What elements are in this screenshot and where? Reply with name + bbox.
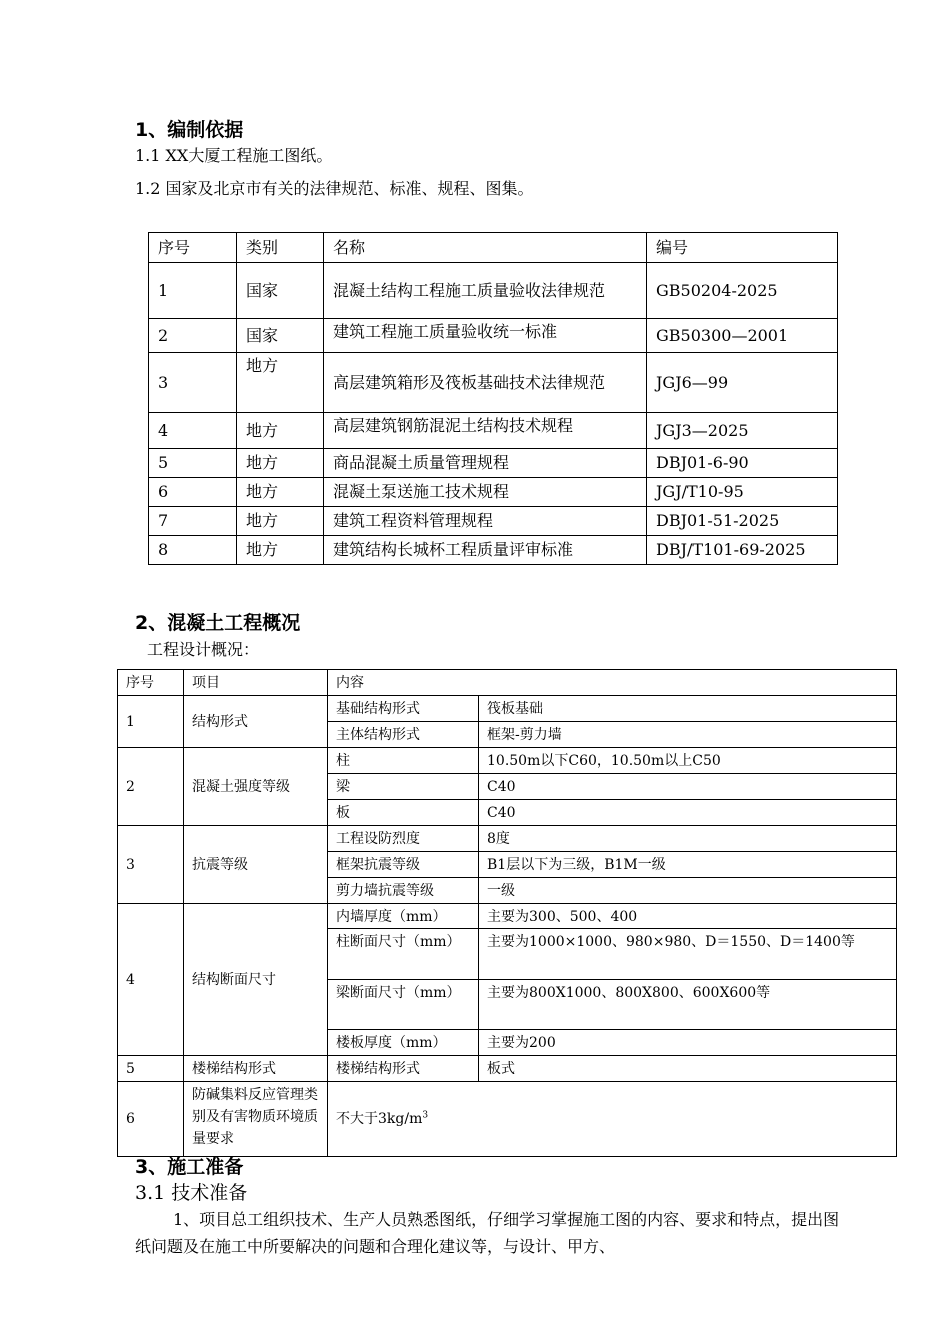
- cell: 结构断面尺寸: [184, 904, 328, 1056]
- table-row: [149, 478, 838, 507]
- cell: 建筑工程资料管理规程: [324, 507, 647, 536]
- unit-superscript: 3: [422, 1110, 429, 1121]
- cell: DBJ/T101-69-2025: [647, 536, 838, 565]
- header-cell: 项目: [184, 670, 328, 696]
- cell: 框架抗震等级: [328, 852, 479, 878]
- cell: 地方: [237, 353, 324, 413]
- cell: 地方: [237, 413, 324, 449]
- cell: 4: [149, 413, 237, 449]
- cell: 梁断面尺寸（mm）: [328, 980, 479, 1030]
- table-row: [149, 507, 838, 536]
- cell: 柱断面尺寸（mm）: [328, 929, 479, 980]
- cell: 地方: [237, 449, 324, 478]
- cell: 2: [149, 319, 237, 353]
- cell: C40: [479, 800, 897, 826]
- table-header-row: [118, 670, 897, 696]
- table-row: [118, 1056, 897, 1082]
- table-row: [149, 319, 838, 353]
- section-2-title: 2、混凝土工程概况: [135, 612, 301, 634]
- cell: 2: [118, 748, 184, 826]
- cell: 板式: [479, 1056, 897, 1082]
- cell: 10.50m以下C60，10.50m以上C50: [479, 748, 897, 774]
- cell: 建筑工程施工质量验收统一标准: [324, 319, 647, 353]
- header-cell: 类别: [237, 233, 324, 263]
- cell: JGJ3—2025: [647, 413, 838, 449]
- cell: 框架-剪力墙: [479, 722, 897, 748]
- cell: 高层建筑钢筋混泥土结构技术规程: [324, 413, 647, 449]
- cell: 混凝土结构工程施工质量验收法律规范: [324, 263, 647, 319]
- cell: 主要为800X1000、800X800、600X600等: [479, 980, 897, 1030]
- table-header-row: [149, 233, 838, 263]
- cell: DBJ01-6-90: [647, 449, 838, 478]
- cell: GB50300—2001: [647, 319, 838, 353]
- cell: 抗震等级: [184, 826, 328, 904]
- cell: 5: [149, 449, 237, 478]
- cell: 柱: [328, 748, 479, 774]
- header-cell: 序号: [149, 233, 237, 263]
- cell: 地方: [237, 507, 324, 536]
- cell: 5: [118, 1056, 184, 1082]
- table-row: [149, 263, 838, 319]
- cell: 工程设防烈度: [328, 826, 479, 852]
- cell: 剪力墙抗震等级: [328, 878, 479, 904]
- cell: B1层以下为三级，B1M一级: [479, 852, 897, 878]
- cell: 7: [149, 507, 237, 536]
- cell: 主要为200: [479, 1030, 897, 1056]
- cell: 地方: [237, 536, 324, 565]
- section-1-title: 1、编制依据: [135, 119, 244, 141]
- cell: 3: [118, 826, 184, 904]
- cell: [328, 1082, 897, 1157]
- section-2-subtitle: 工程设计概况：: [147, 640, 260, 659]
- item-1-2: 1.2 国家及北京市有关的法律规范、标准、规程、图集。: [135, 179, 534, 198]
- cell: 6: [118, 1082, 184, 1157]
- table-row: [118, 904, 897, 929]
- cell: JGJ/T10-95: [647, 478, 838, 507]
- table-row: [149, 413, 838, 449]
- cell: 地方: [237, 478, 324, 507]
- cell: 3: [149, 353, 237, 413]
- header-cell: 内容: [328, 670, 897, 696]
- cell: 梁: [328, 774, 479, 800]
- cell: 商品混凝土质量管理规程: [324, 449, 647, 478]
- cell: 国家: [237, 263, 324, 319]
- header-cell: 编号: [647, 233, 838, 263]
- table-row: [118, 1082, 897, 1157]
- standards-table: [148, 232, 838, 565]
- cell: 8: [149, 536, 237, 565]
- limit-value: 不大于3kg/m: [336, 1111, 423, 1127]
- cell: C40: [479, 774, 897, 800]
- table-row: [118, 696, 897, 722]
- table-row: [149, 353, 838, 413]
- header-cell: 名称: [324, 233, 647, 263]
- cell: JGJ6—99: [647, 353, 838, 413]
- cell: DBJ01-51-2025: [647, 507, 838, 536]
- cell: 结构形式: [184, 696, 328, 748]
- cell: 防碱集料反应管理类别及有害物质环境质量要求: [184, 1082, 328, 1157]
- header-cell: 序号: [118, 670, 184, 696]
- cell: 6: [149, 478, 237, 507]
- cell: 内墙厚度（mm）: [328, 904, 479, 929]
- paragraph: 1、项目总工组织技术、生产人员熟悉图纸，仔细学习掌握施工图的内容、要求和特点，提出图纸问题及在施工中所要解决的问题和合理化建议等，与设计、甲方、: [135, 1210, 840, 1256]
- cell: 主体结构形式: [328, 722, 479, 748]
- design-overview-table: [117, 669, 897, 1157]
- cell: 高层建筑箱形及筏板基础技术法律规范: [324, 353, 647, 413]
- cell: 4: [118, 904, 184, 1056]
- cell: 楼梯结构形式: [328, 1056, 479, 1082]
- section-3-title: 3、施工准备: [135, 1156, 244, 1178]
- cell: 板: [328, 800, 479, 826]
- cell: 8度: [479, 826, 897, 852]
- cell: 主要为300、500、400: [479, 904, 897, 929]
- table-row: [118, 748, 897, 774]
- cell: 一级: [479, 878, 897, 904]
- cell: 楼梯结构形式: [184, 1056, 328, 1082]
- item-1-1: 1.1 XX大厦工程施工图纸。: [135, 146, 333, 165]
- table-row: [149, 449, 838, 478]
- section-3-1-title: 3.1 技术准备: [135, 1182, 248, 1204]
- cell: 1: [149, 263, 237, 319]
- cell: GB50204-2025: [647, 263, 838, 319]
- cell: 筏板基础: [479, 696, 897, 722]
- cell: 混凝土强度等级: [184, 748, 328, 826]
- cell: 基础结构形式: [328, 696, 479, 722]
- cell: 建筑结构长城杯工程质量评审标准: [324, 536, 647, 565]
- cell: 混凝土泵送施工技术规程: [324, 478, 647, 507]
- cell: 1: [118, 696, 184, 748]
- cell: 国家: [237, 319, 324, 353]
- table-row: [149, 536, 838, 565]
- table-row: [118, 826, 897, 852]
- cell: 楼板厚度（mm）: [328, 1030, 479, 1056]
- cell: 主要为1000×1000、980×980、D＝1550、D＝1400等: [479, 929, 897, 980]
